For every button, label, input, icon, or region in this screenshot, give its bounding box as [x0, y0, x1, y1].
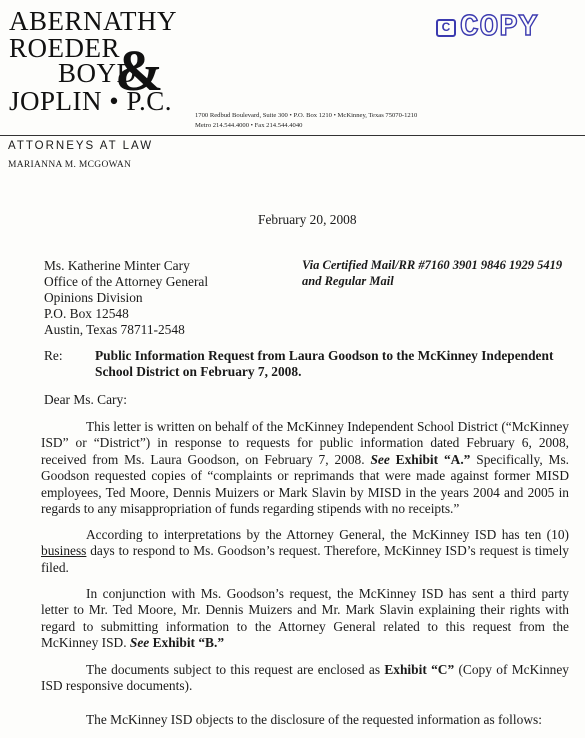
- p4-text-b: (Copy of McKinney ISD responsive documents).: [41, 662, 569, 694]
- letterhead-divider: [0, 135, 585, 136]
- firm-name-line3: BOYD: [58, 58, 137, 88]
- p2-underlined: business: [41, 543, 87, 559]
- p4-text-a: The documents subject to this request are enclosed as: [86, 662, 385, 677]
- p2-text-b: days to respond to Ms. Goodson’s request. Therefore, McKinney ISD’s request is timely filed.: [41, 543, 569, 575]
- re-label: Re:: [44, 348, 63, 363]
- firm-name-line4: JOPLIN • P.C.: [9, 86, 172, 116]
- copy-stamp-text: COPY: [460, 10, 539, 45]
- p2-text-a: According to interpretations by the Attorney General, the McKinney ISD has ten (10): [86, 527, 569, 542]
- delivery-line2: and Regular Mail: [302, 273, 394, 288]
- firm-name-line1: ABERNATHY: [9, 6, 178, 36]
- p3-text-a: In conjunction with Ms. Goodson’s request, the McKinney ISD has sent a third party letter to Mr. Ted Moore, Mr. Dennis Muizers and Mr. Mark Slavin explaining their rights with regard to submitting information to the Attorney General related to this request from the McKinney ISD.: [41, 586, 569, 651]
- paragraph-3: [41, 586, 569, 652]
- recipient-name: Ms. Katherine Minter Cary: [44, 258, 190, 273]
- delivery-line1: Via Certified Mail/RR #7160 3901 9846 1929 5419: [302, 258, 563, 272]
- author-name: MARIANNA M. MCGOWAN: [8, 160, 132, 170]
- p3-exhibit: Exhibit “B.”: [149, 635, 225, 651]
- salutation: Dear Ms. Cary:: [44, 392, 127, 407]
- paragraph-1: [41, 419, 569, 517]
- tagline: ATTORNEYS AT LAW: [8, 140, 154, 152]
- recipient-block: [44, 258, 208, 338]
- recipient-city: Austin, Texas 78711-2548: [44, 322, 185, 337]
- copyright-icon: C: [436, 19, 456, 37]
- firm-phone-fax: Metro 214.544.4000 • Fax 214.544.4040: [195, 122, 303, 129]
- paragraph-4: [41, 662, 569, 695]
- p3-see: See: [129, 635, 150, 651]
- recipient-division: Opinions Division: [44, 290, 143, 305]
- p1-see: See: [370, 451, 390, 467]
- copy-stamp: [436, 10, 558, 46]
- firm-address: 1700 Redbud Boulevard, Suite 300 • P.O. Box 1210 • McKinney, Texas 75070-1210: [195, 112, 418, 119]
- paragraph-5: [41, 712, 569, 728]
- logo-ampersand: &: [115, 38, 164, 103]
- p4-exhibit: Exhibit “C”: [384, 662, 455, 677]
- re-subject: Public Information Request from Laura Goodson to the McKinney Independent School District on February 7, 2008.: [95, 348, 554, 379]
- p5-text: The McKinney ISD objects to the disclosure of the requested information as follows:: [86, 712, 542, 727]
- delivery-method: [302, 258, 562, 289]
- firm-name-line2: ROEDER: [9, 33, 120, 63]
- p1-text-a: This letter is written on behalf of the McKinney Independent School District (“McKinney ISD” or “District”) in response to requests for public information dated February 6, 2008, received from Ms. Laura Goodson, on February 7, 2008.: [41, 419, 569, 467]
- letter-date: February 20, 2008: [258, 212, 357, 227]
- p1-text-b: Specifically, Ms. Goodson requested copies of “complaints or reprimands that were made against former MISD employees, Ted Moore, Dennis Muizers or Mark Slavin by MISD in the years 2004 and 2005 in regards to any misappropriation of funds regarding stipends with no receipts.”: [41, 451, 570, 517]
- p1-exhibit: Exhibit “A.”: [389, 451, 471, 467]
- recipient-office: Office of the Attorney General: [44, 274, 209, 289]
- paragraph-2: [41, 527, 569, 576]
- recipient-po-box: P.O. Box 12548: [44, 306, 129, 321]
